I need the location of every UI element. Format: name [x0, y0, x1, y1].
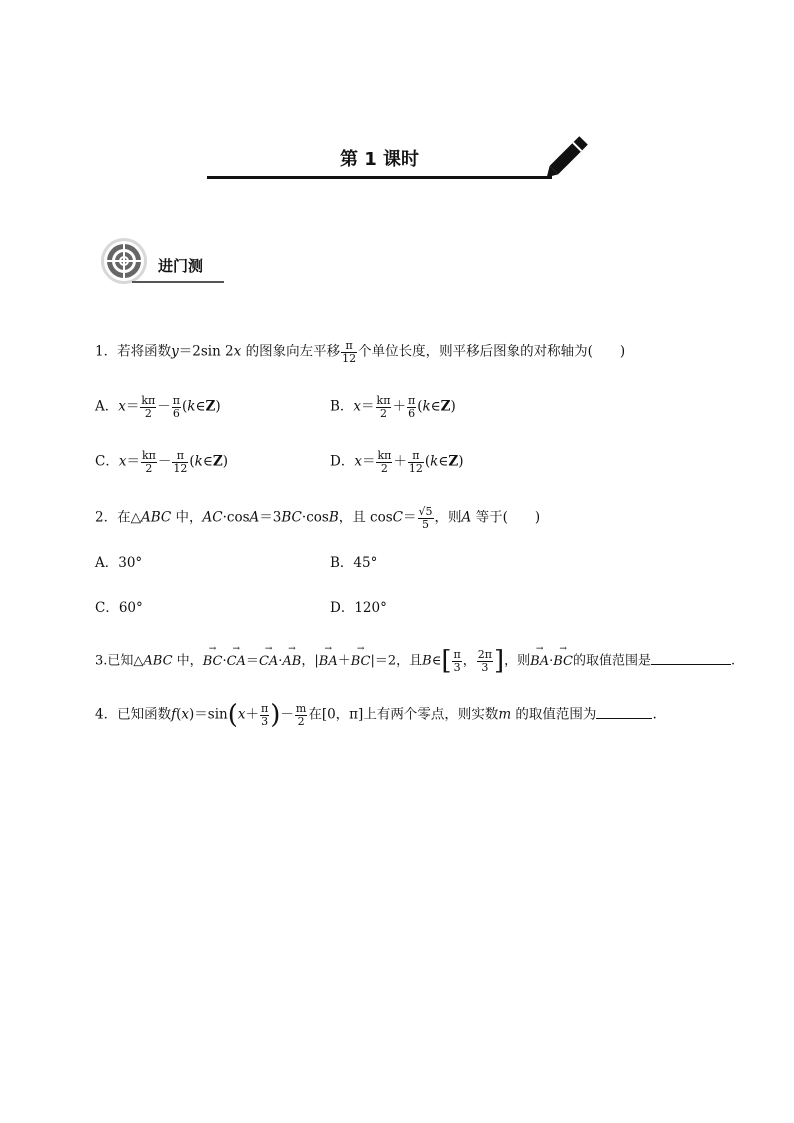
- q1-option-a: A．x＝ $\frac{k\pi}{2}$ － $\frac{\pi}{6}$ (k∈Z): [95, 394, 221, 420]
- q4-number: 4．: [95, 706, 118, 723]
- section-title: 进门测: [158, 257, 204, 275]
- q3-number: 3.: [95, 653, 108, 669]
- q2-option-b: B．45°: [330, 555, 378, 571]
- question-2: 2．在△ABC 中，AC·cosA＝3BC·cosB，且 cosC＝ $\frac{√5}{5}$ ，则A 等于( ): [95, 505, 541, 531]
- title-underline: [207, 176, 552, 179]
- page-title: 第 1 课时: [340, 149, 420, 170]
- q1-shift-fraction: $\frac{\pi}{12}$: [342, 339, 357, 365]
- q2-option-a: A．30°: [95, 555, 143, 571]
- question-3: 3.已知△ABC 中，→ BC·→ CA＝→ CA·→ AB，|→ BA＋→ BC|＝2，且B∈[ $\frac{\pi}{3}$ ， $\frac{2\pi}{3}$ ]，则→ BA·→ BC的取值范围是 .: [95, 648, 735, 674]
- q4-answer-blank[interactable]: [596, 718, 652, 719]
- q1-text: 若将函数: [117, 343, 172, 360]
- q3-answer-blank[interactable]: [651, 664, 731, 665]
- pencil-icon: [540, 128, 596, 184]
- q2-option-d: D．120°: [330, 600, 387, 616]
- q1-number: 1．: [95, 343, 118, 360]
- q2-cos-fraction: $\frac{√5}{5}$: [418, 505, 433, 531]
- question-1: 1．若将函数y＝2sin 2x 的图象向左平移 $\frac{\pi}{12}$ 个单位长度，则平移后图象的对称轴为( ): [95, 339, 626, 365]
- q1-option-b: B．x＝ $\frac{k\pi}{2}$ ＋ $\frac{\pi}{6}$ (k∈Z): [330, 394, 456, 420]
- q1-option-d: D．x＝ $\frac{k\pi}{2}$ ＋ $\frac{\pi}{12}$ (k∈Z): [330, 449, 464, 475]
- question-4: 4．已知函数f(x)＝sin(x＋ $\frac{\pi}{3}$ )－ $\frac{m}{2}$ 在[0，π]上有两个零点，则实数m 的取值范围为 .: [95, 700, 657, 730]
- q2-option-c: C．60°: [95, 600, 143, 616]
- q2-number: 2．: [95, 509, 118, 526]
- target-icon: [100, 237, 148, 285]
- section-underline: [132, 281, 224, 283]
- q1-option-c: C．x＝ $\frac{k\pi}{2}$ － $\frac{\pi}{12}$ (k∈Z): [95, 449, 228, 475]
